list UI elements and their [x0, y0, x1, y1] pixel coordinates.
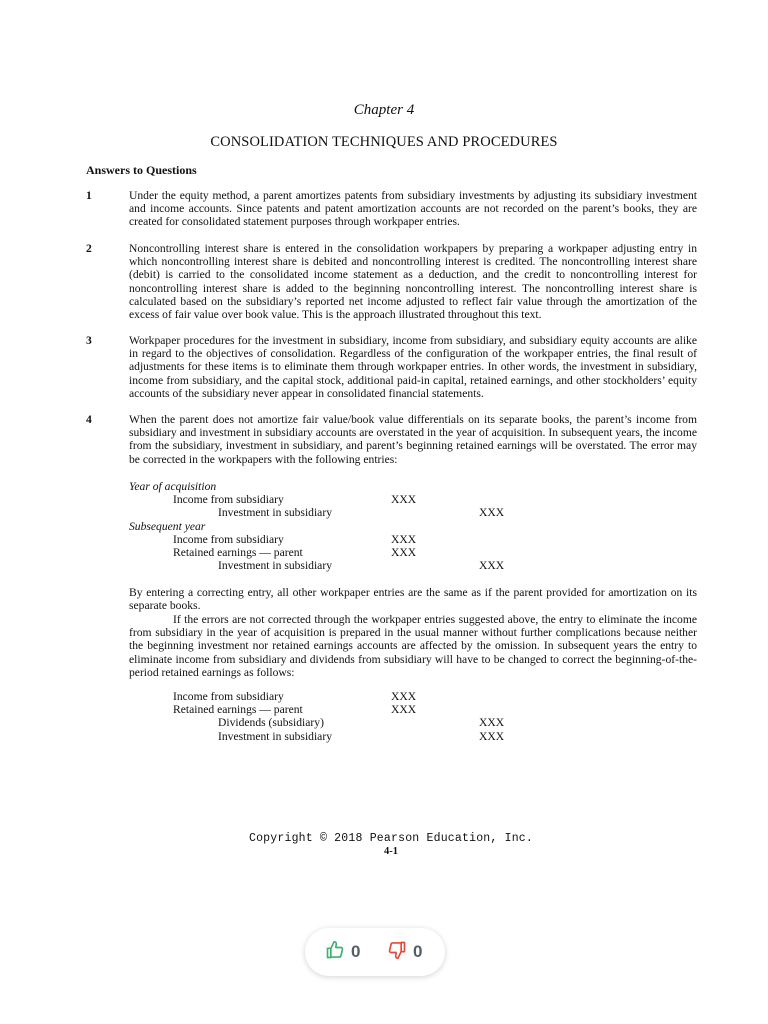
thumbs-up-count: 0	[351, 942, 361, 961]
answer-number: 3	[86, 334, 92, 347]
thumbs-down-button[interactable]	[387, 941, 422, 963]
entry-account: Investment in subsidiary	[218, 729, 332, 743]
copyright-notice: Copyright © 2018 Pearson Education, Inc.	[248, 832, 534, 845]
entry-row	[129, 493, 417, 507]
vote-bar	[305, 928, 445, 976]
entry-heading: Subsequent year	[129, 519, 206, 533]
entry-debit: XXX	[391, 545, 417, 559]
entry-account: Investment in subsidiary	[218, 506, 332, 520]
thumbs-down-icon	[387, 940, 407, 965]
entry-account: Retained earnings — parent	[173, 545, 303, 559]
chapter-label: Chapter 4	[353, 102, 415, 118]
entry-debit: XXX	[391, 690, 417, 703]
entry-debit: XXX	[391, 703, 417, 717]
entry-debit: XXX	[391, 493, 417, 507]
answer-text: When the parent does not amortize fair value/book value differentials on its separate books, the parent’s income from subsidiary and investment in subsidiary accounts are overstated in the year of acquisition. In subsequent years, the income from the subsidiary, investment in subsidiary, and parent’s beginning retained earnings will be overstated. The error may be corrected in the workpapers with the following entries:	[129, 413, 697, 466]
thumbs-down-count: 0	[413, 942, 423, 961]
answer-2	[86, 242, 697, 321]
answer-number: 2	[86, 242, 92, 255]
page-number: 4-1	[384, 846, 398, 857]
answer-1	[86, 189, 697, 229]
entry-account: Income from subsidiary	[173, 690, 284, 703]
entry-account: Income from subsidiary	[173, 493, 284, 507]
answer-text: Workpaper procedures for the investment in subsidiary, income from subsidiary, and subsidiary equity accounts are alike in regard to the objectives of consolidation. Regardless of the configuration of the workpaper entries, the final result of adjustments for these items is to eliminate them through workpaper entries. In other words, the investment in subsidiary, income from subsidiary, and the capital stock, additional paid-in capital, retained earnings, and other stockholders’ equity accounts of the subsidiary never appear in consolidated financial statements.	[129, 334, 697, 400]
paragraph-uncorrected-errors: If the errors are not corrected through the workpaper entries suggested above, the entry to eliminate the income from subsidiary in the year of acquisition is prepared in the usual manner without further complications because neither the beginning investment nor retained earnings accounts are affected by the omission. In subsequent years the entry to eliminate income from subsidiary and dividends from subsidiary will have to be changed to correct the beginning-of-the-period retained earnings as follows:	[129, 613, 697, 679]
entry-row	[129, 559, 505, 573]
answer-number: 4	[86, 413, 92, 426]
entry-credit: XXX	[479, 559, 505, 573]
entry-account: Income from subsidiary	[173, 532, 284, 546]
entry-heading: Year of acquisition	[129, 480, 217, 493]
section-heading: Answers to Questions	[86, 163, 197, 177]
entry-account: Retained earnings — parent	[173, 703, 303, 717]
entry-credit: XXX	[479, 729, 505, 743]
thumbs-up-button[interactable]	[325, 941, 360, 963]
entry-row	[129, 506, 505, 520]
chapter-title: CONSOLIDATION TECHNIQUES AND PROCEDURES	[210, 134, 558, 150]
entry-account: Dividends (subsidiary)	[218, 716, 324, 730]
entry-credit: XXX	[479, 506, 505, 520]
journal-entries-correction	[129, 480, 505, 573]
entry-debit: XXX	[391, 532, 417, 546]
answer-number: 1	[86, 189, 92, 202]
answer-4	[86, 413, 697, 466]
entry-account: Investment in subsidiary	[218, 559, 332, 573]
thumbs-up-icon	[325, 940, 345, 965]
entry-row	[129, 532, 417, 546]
entry-row	[129, 545, 417, 559]
answer-text: Noncontrolling interest share is entered in the consolidation workpapers by preparing a workpaper adjusting entry in which noncontrolling interest share is debited and noncontrolling interest is credited. The noncontrolling interest share (debit) is carried to the consolidated income statement as a deduction, and the credit to noncontrolling interest for noncontrolling interest share is added to the beginning noncontrolling interest. The noncontrolling interest share is calculated based on the subsidiary’s reported net income adjusted to reflect fair value through the amortization of the excess of fair value over book value. This is the approach illustrated throughout this text.	[129, 242, 697, 322]
answer-text: Under the equity method, a parent amortizes patents from subsidiary investments by adjusting its subsidiary investment and income accounts. Since patents and patent amortization accounts are not recorded on the parent’s books, they are created for consolidated statement purposes through workpaper entries.	[129, 189, 697, 229]
answer-3	[86, 334, 697, 400]
entry-credit: XXX	[479, 716, 505, 730]
paragraph-correcting-entry: By entering a correcting entry, all other workpaper entries are the same as if the parent provided for amortization on its separate books.	[129, 586, 697, 613]
